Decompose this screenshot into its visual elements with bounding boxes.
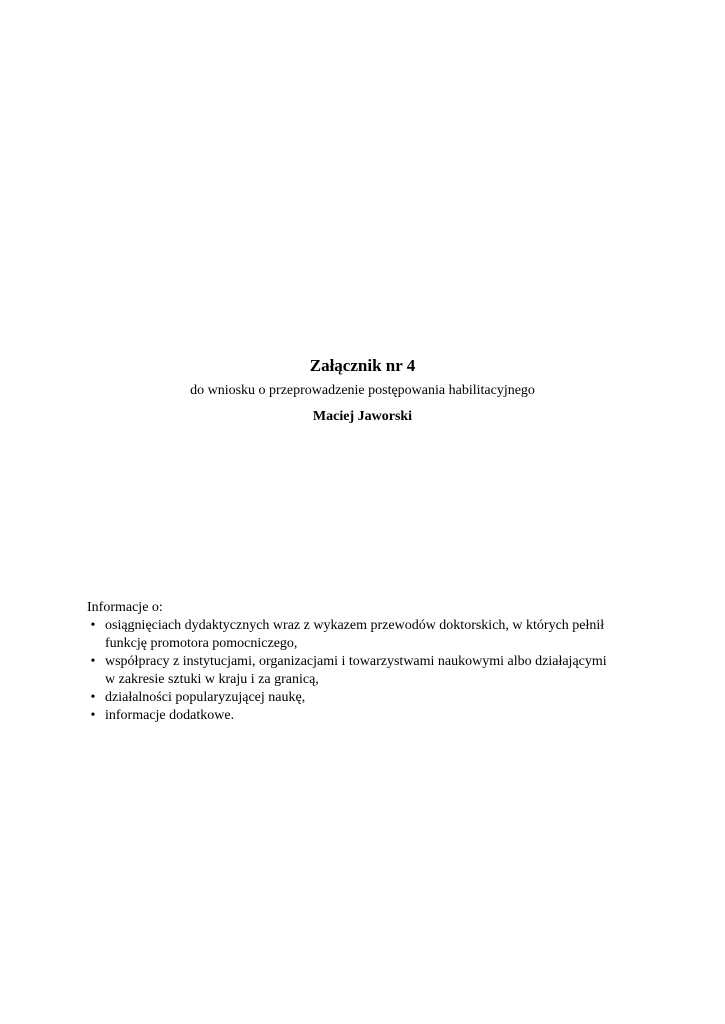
list-item-line: współpracy z instytucjami, organizacjami i towarzystwami naukowymi albo działającymi (105, 654, 607, 669)
list-item-line: w zakresie sztuki w kraju i za granicą, (105, 672, 319, 687)
info-list (87, 617, 647, 725)
document-subtitle: do wniosku o przeprowadzenie postępowania habilitacyjnego (190, 383, 535, 398)
list-item-line: informacje dodatkowe. (105, 708, 235, 723)
info-intro: Informacje o: (87, 600, 163, 615)
document-title: Załącznik nr 4 (309, 356, 416, 375)
bullet-icon: • (90, 618, 96, 633)
list-item (87, 617, 647, 653)
bullet-icon: • (90, 654, 96, 669)
document-author: Maciej Jaworski (312, 409, 413, 424)
list-item (87, 689, 647, 707)
title-block (0, 353, 725, 427)
info-section (87, 599, 647, 725)
bullet-icon: • (90, 690, 96, 705)
bullet-icon: • (90, 708, 96, 723)
list-item-line: działalności popularyzującej naukę, (105, 690, 306, 705)
list-item (87, 653, 647, 689)
list-item-line: funkcję promotora pomocniczego, (105, 636, 298, 651)
list-item (87, 707, 647, 725)
list-item-line: osiągnięciach dydaktycznych wraz z wykazem przewodów doktorskich, w których pełnił (105, 618, 605, 633)
